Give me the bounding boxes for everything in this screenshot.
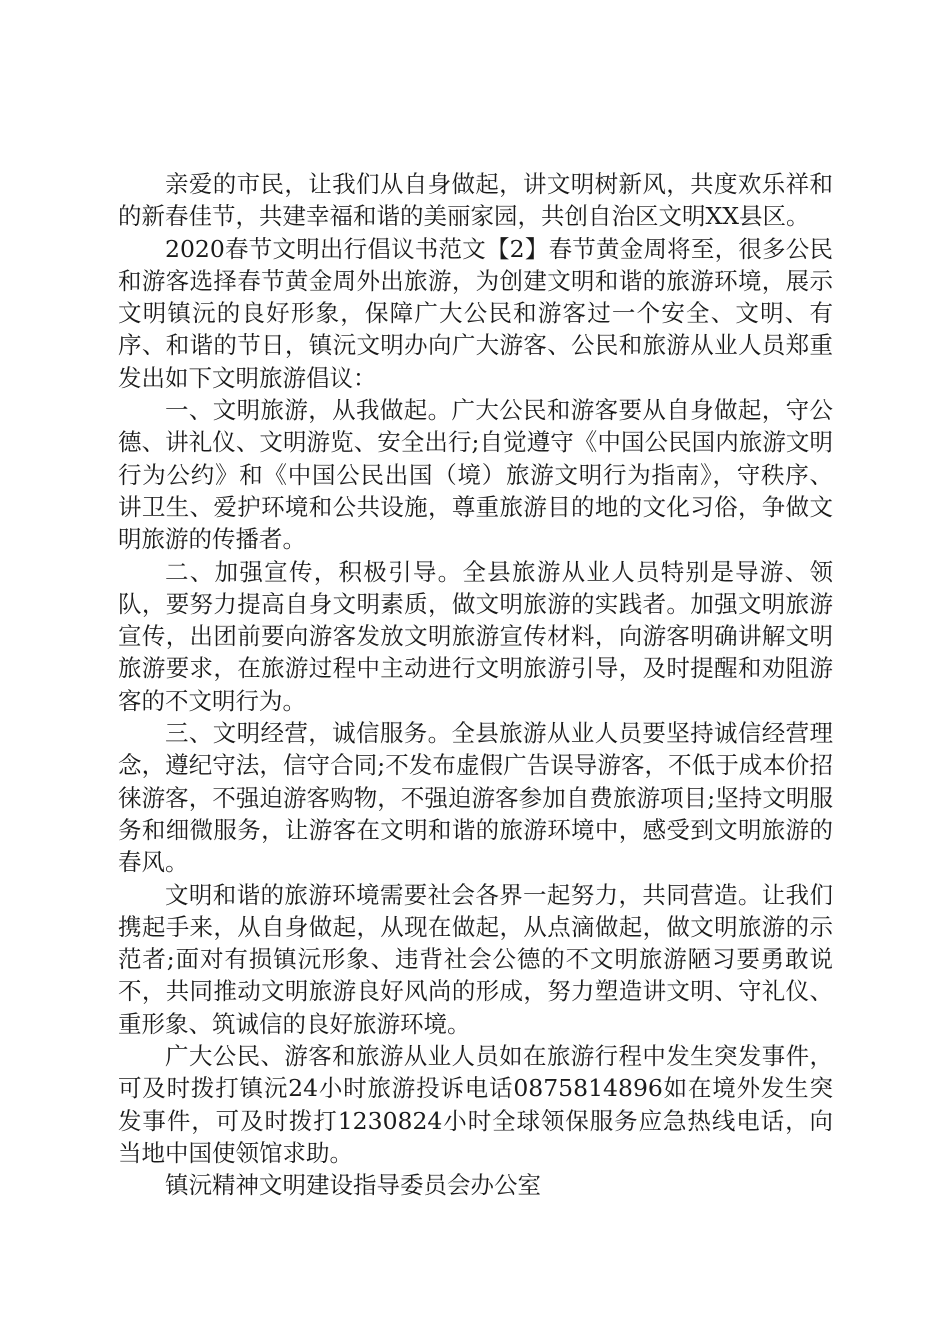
paragraph-emergency-contact: 广大公民、游客和旅游从业人员如在旅游行程中发生突发事件，可及时拨打镇沅24小时旅游投诉电话0875814896如在境外发生突发事件，可及时拨打1230824小时全球领保服务应急热线电话，向当地中国使领馆求助。 [118,1042,833,1167]
paragraph-closing-greeting: 亲爱的市民，让我们从自身做起，讲文明树新风，共度欢乐祥和的新春佳节，共建幸福和谐的美丽家园，共创自治区文明XX县区。 [118,170,833,231]
paragraph-item-2: 二、加强宣传，积极引导。全县旅游从业人员特别是导游、领队，要努力提高自身文明素质，做文明旅游的实践者。加强文明旅游宣传，出团前要向游客发放文明旅游宣传材料，向游客明确讲解文明旅游要求，在旅游过程中主动进行文明旅游引导，及时提醒和劝阻游客的不文明行为。 [118,557,833,715]
paragraph-intro: 2020春节文明出行倡议书范文【2】春节黄金周将至，很多公民和游客选择春节黄金周外出旅游，为创建文明和谐的旅游环境，展示文明镇沅的良好形象，保障广大公民和游客过一个安全、文明、有序、和谐的节日，镇沅文明办向广大游客、公民和旅游从业人员郑重发出如下文明旅游倡议： [118,234,833,392]
paragraph-item-1: 一、文明旅游，从我做起。广大公民和游客要从自身做起，守公德、讲礼仪、文明游览、安全出行;自觉遵守《中国公民国内旅游文明行为公约》和《中国公民出国（境）旅游文明行为指南》，守秩序、讲卫生、爱护环境和公共设施，尊重旅游目的地的文化习俗，争做文明旅游的传播者。 [118,396,833,554]
signature-office: 镇沅精神文明建设指导委员会办公室 [165,1171,541,1200]
paragraph-call-to-action: 文明和谐的旅游环境需要社会各界一起努力，共同营造。让我们携起手来，从自身做起，从现在做起，从点滴做起，做文明旅游的示范者;面对有损镇沅形象、违背社会公德的不文明旅游陋习要勇敢说不，共同推动文明旅游良好风尚的形成，努力塑造讲文明、守礼仪、重形象、筑诚信的良好旅游环境。 [118,880,833,1038]
document-body [118,168,833,1202]
paragraph-item-3: 三、文明经营，诚信服务。全县旅游从业人员要坚持诚信经营理念，遵纪守法，信守合同;不发布虚假广告误导游客，不低于成本价招徕游客，不强迫游客购物，不强迫游客参加自费旅游项目;坚持文明服务和细微服务，让游客在文明和谐的旅游环境中，感受到文明旅游的春风。 [118,719,833,877]
